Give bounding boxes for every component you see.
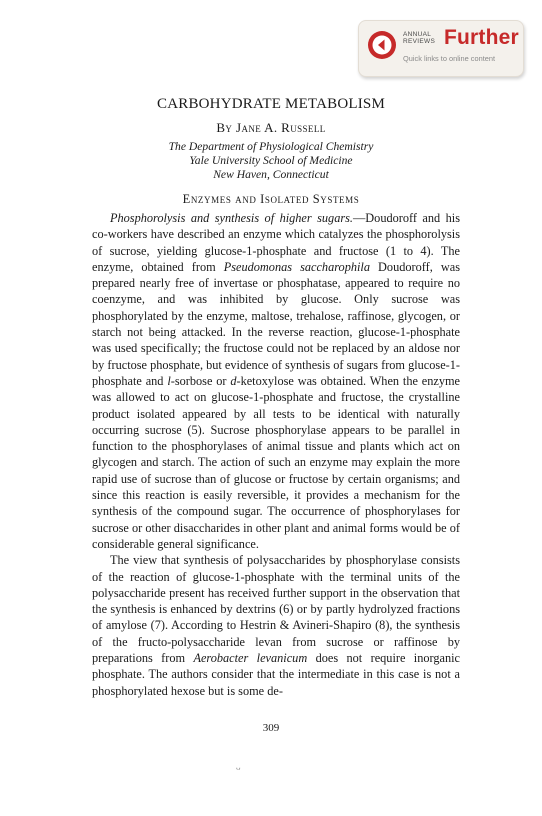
organism-name: Aerobacter levanicum xyxy=(193,651,308,666)
paragraph xyxy=(92,552,460,699)
author-line: By Jane A. Russell xyxy=(216,120,326,135)
page-number: 309 xyxy=(262,722,280,734)
stereo-prefix: l xyxy=(167,373,171,388)
paragraph-run-in-heading: Phosphorolysis and synthesis of higher sugars. xyxy=(110,211,353,225)
publisher-line-1: ANNUAL xyxy=(403,31,432,38)
publisher-logo-text xyxy=(403,31,435,45)
article-title: CARBOHYDRATE METABOLISM xyxy=(157,96,385,112)
text-run: —Doudoroff and his co-workers have described an enzyme which catalyzes the phosphorolysis of sucrose, yielding glucose-1-phosphate and fructose (1 to 4). The enzyme, obtained from xyxy=(92,211,460,274)
arrow-left-circle-icon xyxy=(367,30,397,60)
banner-subtitle: Quick links to online content xyxy=(403,54,496,63)
text-run: -sorbose or xyxy=(170,373,231,388)
text-run: The view that synthesis of polysaccharides by phosphorylase consists of the reaction of glucose-1-phosphate with the terminal units of the polysaccharide present has received further support in the observation that the synthesis is enhanced by dextrins (6) or by partly hydrolyzed fractions of amylose (7). According to Hestrin & Avineri-Shapiro (8), the synthesis of the fructo-polysaccharide levan from sucrose or raffinose by preparations from xyxy=(92,553,460,666)
affiliation-location: New Haven, Connecticut xyxy=(213,168,329,181)
paragraph xyxy=(92,210,460,552)
scan-mark: ᴗ xyxy=(236,762,241,772)
affiliation-department: The Department of Physiological Chemistry xyxy=(168,140,374,153)
organism-name: Pseudomonas saccharophila xyxy=(223,259,370,274)
text-run: does not require inorganic phosphate. The authors consider that the intermediate in this case is not a phosphorylated hexose but is some de- xyxy=(92,651,461,698)
publisher-line-2: REVIEWS xyxy=(403,38,436,45)
article-body xyxy=(92,210,460,699)
further-wordmark: Further xyxy=(444,26,519,49)
stereo-prefix: d xyxy=(230,373,237,388)
affiliation-university: Yale University School of Medicine xyxy=(189,154,353,167)
further-banner[interactable] xyxy=(358,20,524,77)
section-heading: Enzymes and Isolated Systems xyxy=(182,192,360,206)
text-run: -ketoxylose was obtained. When the enzyme was allowed to act on glucose-1-phosphate and fructose, the crystalline product isolated appeared by all tests to be identical with naturally occurring sucrose (5). Sucrose phosphorylase appears to be parallel in function to the phosphorylases of animal tissue and plants which act on glycogen and starch. The action of such an enzyme may explain the more rapid use of sucrose than of glucose or fructose by certain organisms; and since this reaction is easily reversible, it provides a mechanism for the synthesis of the compound sugar. The occurrence of phosphorylases for sucrose or other disaccharides in other plant and animal forms would be of considerable general significance. xyxy=(92,373,461,551)
text-run: Doudoroff, was prepared nearly free of invertase or phosphatase, appeared to require no coenzyme, and was inhibited by glucose. Only sucrose was phosphorylated by the enzyme, maltose, trehalose, raffinose, glycogen, or starch not being attacked. In the reverse reaction, glucose-1-phosphate was used specifically; the fructose could not be replaced by an aldose nor by fructose phosphate, but evidence of synthesis of sugars from glucose-1-phosphate and xyxy=(92,259,460,388)
